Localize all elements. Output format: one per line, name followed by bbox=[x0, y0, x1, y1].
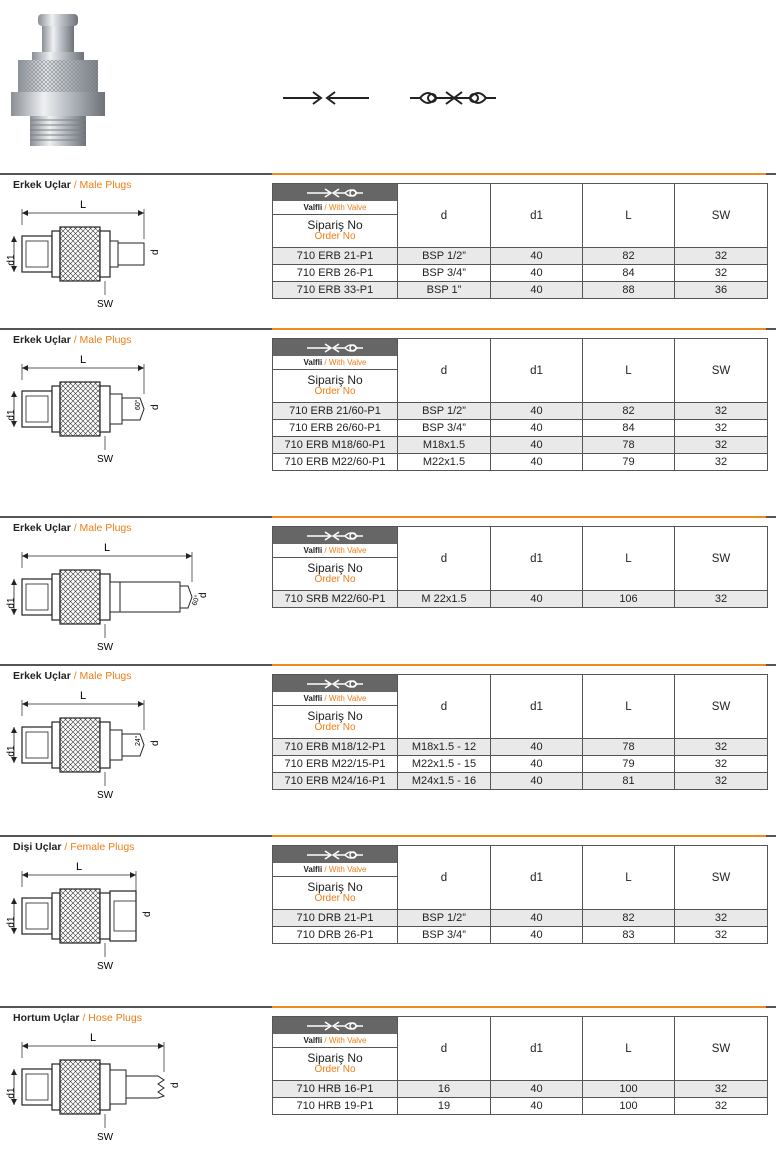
table-row bbox=[273, 437, 768, 454]
section-title-tr: Erkek Uçlar bbox=[13, 522, 71, 534]
cell-order-no: 710 ERB M22/60-P1 bbox=[273, 454, 398, 471]
col-header-d: d bbox=[398, 184, 491, 248]
cell-d: BSP 3/4” bbox=[398, 927, 491, 944]
table-row bbox=[273, 1081, 768, 1098]
order-header-cell bbox=[273, 527, 398, 591]
order-no-tr: Sipariş No bbox=[307, 880, 363, 894]
col-header-sw: SW bbox=[675, 527, 768, 591]
col-header-d: d bbox=[398, 527, 491, 591]
cell-order-no: 710 ERB 33-P1 bbox=[273, 282, 398, 299]
cell-sw: 32 bbox=[675, 756, 768, 773]
cell-d: M22x1.5 bbox=[398, 454, 491, 471]
section-title bbox=[13, 670, 132, 682]
cell-d: BSP 3/4” bbox=[398, 265, 491, 282]
valve-symbol-bar bbox=[273, 527, 397, 544]
cell-d: M 22x1.5 bbox=[398, 591, 491, 608]
section-title-en: / Hose Plugs bbox=[82, 1012, 142, 1024]
svg-text:d: d bbox=[198, 592, 209, 598]
cell-sw: 32 bbox=[675, 248, 768, 265]
order-no-tr: Sipariş No bbox=[307, 373, 363, 387]
valve-label-en: / With Valve bbox=[324, 694, 367, 703]
cell-sw: 32 bbox=[675, 454, 768, 471]
svg-text:d1: d1 bbox=[6, 1087, 17, 1099]
svg-text:d1: d1 bbox=[6, 597, 17, 609]
col-header-d1: d1 bbox=[491, 846, 583, 910]
cell-d: M18x1.5 bbox=[398, 437, 491, 454]
section-title-en: / Male Plugs bbox=[73, 179, 132, 191]
section-title-tr: Dişi Uçlar bbox=[13, 841, 62, 853]
cell-l: 78 bbox=[583, 437, 675, 454]
cell-order-no: 710 ERB M18/60-P1 bbox=[273, 437, 398, 454]
svg-text:60°: 60° bbox=[135, 399, 142, 410]
section-title-en: / Female Plugs bbox=[64, 841, 135, 853]
cell-sw: 32 bbox=[675, 773, 768, 790]
table-row bbox=[273, 910, 768, 927]
col-header-d1: d1 bbox=[491, 184, 583, 248]
svg-text:d: d bbox=[150, 740, 161, 746]
svg-text:d: d bbox=[150, 404, 161, 410]
cell-order-no: 710 SRB M22/60-P1 bbox=[273, 591, 398, 608]
valve-symbol-bar bbox=[273, 846, 397, 863]
order-no-tr: Sipariş No bbox=[307, 218, 363, 232]
cell-d: M22x1.5 - 15 bbox=[398, 756, 491, 773]
male-plug-symbol-icon bbox=[283, 86, 369, 110]
cell-d1: 40 bbox=[491, 1098, 583, 1115]
section-rule-accent bbox=[272, 328, 766, 330]
order-no-en: Order No bbox=[314, 574, 356, 585]
col-header-d1: d1 bbox=[491, 675, 583, 739]
col-header-l: L bbox=[583, 1017, 675, 1081]
cell-sw: 36 bbox=[675, 282, 768, 299]
cell-sw: 32 bbox=[675, 265, 768, 282]
section-title bbox=[13, 334, 132, 346]
svg-text:L: L bbox=[79, 199, 87, 211]
valve-coupling-symbol-icon bbox=[307, 342, 363, 354]
cell-d1: 40 bbox=[491, 282, 583, 299]
valve-label-tr: Valfli bbox=[303, 694, 323, 703]
cell-sw: 32 bbox=[675, 437, 768, 454]
valve-label-en: / With Valve bbox=[324, 358, 367, 367]
svg-text:L: L bbox=[79, 690, 87, 702]
cell-order-no: 710 ERB M18/12-P1 bbox=[273, 739, 398, 756]
cell-d1: 40 bbox=[491, 420, 583, 437]
col-header-l: L bbox=[583, 675, 675, 739]
valve-label-tr: Valfli bbox=[303, 865, 323, 874]
valve-coupling-symbol-icon bbox=[307, 849, 363, 861]
cell-sw: 32 bbox=[675, 1098, 768, 1115]
table-row bbox=[273, 420, 768, 437]
cell-d: BSP 1/2” bbox=[398, 403, 491, 420]
order-no-tr: Sipariş No bbox=[307, 1051, 363, 1065]
svg-text:d: d bbox=[142, 911, 153, 917]
order-header-cell bbox=[273, 339, 398, 403]
col-header-d1: d1 bbox=[491, 1017, 583, 1081]
svg-text:L: L bbox=[89, 1032, 97, 1044]
order-no-tr: Sipariş No bbox=[307, 561, 363, 575]
col-header-d: d bbox=[398, 846, 491, 910]
table-row bbox=[273, 454, 768, 471]
cell-d1: 40 bbox=[491, 403, 583, 420]
valve-symbol-bar bbox=[273, 184, 397, 201]
technical-drawing bbox=[8, 682, 268, 812]
svg-text:24°: 24° bbox=[135, 735, 142, 746]
table-row bbox=[273, 591, 768, 608]
valve-label bbox=[273, 1034, 397, 1048]
col-header-sw: SW bbox=[675, 846, 768, 910]
spec-table bbox=[272, 1016, 768, 1115]
svg-text:SW: SW bbox=[96, 642, 114, 653]
table-row bbox=[273, 248, 768, 265]
cell-order-no: 710 HRB 19-P1 bbox=[273, 1098, 398, 1115]
cell-d1: 40 bbox=[491, 773, 583, 790]
valve-label-en: / With Valve bbox=[324, 546, 367, 555]
valve-coupling-symbol-icon bbox=[307, 1020, 363, 1032]
svg-text:SW: SW bbox=[96, 790, 114, 801]
col-header-d: d bbox=[398, 675, 491, 739]
cell-d: M24x1.5 - 16 bbox=[398, 773, 491, 790]
valve-coupling-symbol-icon bbox=[307, 530, 363, 542]
cell-sw: 32 bbox=[675, 403, 768, 420]
cell-l: 79 bbox=[583, 756, 675, 773]
cell-l: 79 bbox=[583, 454, 675, 471]
cell-l: 81 bbox=[583, 773, 675, 790]
valve-label-tr: Valfli bbox=[303, 358, 323, 367]
svg-text:SW: SW bbox=[96, 961, 114, 972]
technical-drawing bbox=[8, 346, 268, 476]
cell-d: BSP 1/2” bbox=[398, 910, 491, 927]
spec-table bbox=[272, 526, 768, 608]
col-header-l: L bbox=[583, 339, 675, 403]
valve-coupling-symbol-icon bbox=[307, 187, 363, 199]
spec-table bbox=[272, 674, 768, 790]
technical-drawing bbox=[8, 1024, 268, 1154]
cell-l: 78 bbox=[583, 739, 675, 756]
order-no-en: Order No bbox=[314, 1064, 356, 1075]
svg-text:d1: d1 bbox=[6, 745, 17, 757]
svg-text:L: L bbox=[103, 542, 111, 554]
col-header-sw: SW bbox=[675, 1017, 768, 1081]
technical-drawing bbox=[8, 853, 268, 983]
section-title-tr: Erkek Uçlar bbox=[13, 670, 71, 682]
section-title bbox=[13, 522, 132, 534]
cell-d1: 40 bbox=[491, 739, 583, 756]
cell-l: 82 bbox=[583, 910, 675, 927]
section-rule-accent bbox=[272, 1006, 766, 1008]
cell-order-no: 710 ERB 26/60-P1 bbox=[273, 420, 398, 437]
valve-label-en: / With Valve bbox=[324, 1036, 367, 1045]
cell-d1: 40 bbox=[491, 927, 583, 944]
order-header-cell bbox=[273, 846, 398, 910]
col-header-l: L bbox=[583, 846, 675, 910]
cell-l: 82 bbox=[583, 403, 675, 420]
technical-drawing bbox=[8, 191, 268, 321]
valve-label bbox=[273, 356, 397, 370]
cell-d1: 40 bbox=[491, 591, 583, 608]
valve-symbol-bar bbox=[273, 339, 397, 356]
spec-table bbox=[272, 338, 768, 471]
order-no-en: Order No bbox=[314, 386, 356, 397]
cell-d: 19 bbox=[398, 1098, 491, 1115]
section-rule-accent bbox=[272, 173, 766, 175]
section-title bbox=[13, 179, 132, 191]
svg-text:d1: d1 bbox=[6, 409, 17, 421]
valve-label bbox=[273, 544, 397, 558]
col-header-sw: SW bbox=[675, 339, 768, 403]
valve-label-tr: Valfli bbox=[303, 546, 323, 555]
table-row bbox=[273, 1098, 768, 1115]
order-no-en: Order No bbox=[314, 893, 356, 904]
table-row bbox=[273, 739, 768, 756]
cell-order-no: 710 HRB 16-P1 bbox=[273, 1081, 398, 1098]
col-header-d: d bbox=[398, 339, 491, 403]
table-row bbox=[273, 282, 768, 299]
svg-text:SW: SW bbox=[96, 454, 114, 465]
cell-sw: 32 bbox=[675, 739, 768, 756]
svg-text:L: L bbox=[79, 354, 87, 366]
valve-label-en: / With Valve bbox=[324, 203, 367, 212]
product-photo bbox=[8, 8, 118, 168]
col-header-sw: SW bbox=[675, 675, 768, 739]
valve-label-tr: Valfli bbox=[303, 203, 323, 212]
cell-sw: 32 bbox=[675, 1081, 768, 1098]
technical-drawing bbox=[8, 534, 268, 664]
spec-table bbox=[272, 183, 768, 299]
cell-order-no: 710 ERB 26-P1 bbox=[273, 265, 398, 282]
cell-l: 82 bbox=[583, 248, 675, 265]
svg-text:SW: SW bbox=[96, 299, 114, 310]
cell-d1: 40 bbox=[491, 1081, 583, 1098]
cell-order-no: 710 ERB 21-P1 bbox=[273, 248, 398, 265]
cell-d1: 40 bbox=[491, 910, 583, 927]
col-header-d1: d1 bbox=[491, 527, 583, 591]
svg-text:d: d bbox=[150, 249, 161, 255]
table-row bbox=[273, 403, 768, 420]
section-title-tr: Hortum Uçlar bbox=[13, 1012, 80, 1024]
table-row bbox=[273, 756, 768, 773]
order-header-cell bbox=[273, 675, 398, 739]
cell-order-no: 710 ERB 21/60-P1 bbox=[273, 403, 398, 420]
cell-d1: 40 bbox=[491, 265, 583, 282]
order-header-cell bbox=[273, 184, 398, 248]
order-header-cell bbox=[273, 1017, 398, 1081]
col-header-l: L bbox=[583, 184, 675, 248]
section-rule-accent bbox=[272, 664, 766, 666]
section-title-en: / Male Plugs bbox=[73, 334, 132, 346]
table-row bbox=[273, 927, 768, 944]
cell-sw: 32 bbox=[675, 910, 768, 927]
section-title-en: / Male Plugs bbox=[73, 522, 132, 534]
section-title bbox=[13, 841, 134, 853]
order-no-en: Order No bbox=[314, 722, 356, 733]
cell-d: M18x1.5 - 12 bbox=[398, 739, 491, 756]
svg-text:L: L bbox=[75, 861, 83, 873]
valve-symbol-bar bbox=[273, 1017, 397, 1034]
cell-order-no: 710 ERB M24/16-P1 bbox=[273, 773, 398, 790]
cell-d: BSP 3/4” bbox=[398, 420, 491, 437]
cell-order-no: 710 ERB M22/15-P1 bbox=[273, 756, 398, 773]
spec-table bbox=[272, 845, 768, 944]
cell-d: BSP 1” bbox=[398, 282, 491, 299]
svg-text:60°: 60° bbox=[191, 594, 202, 607]
valve-label bbox=[273, 863, 397, 877]
cell-l: 83 bbox=[583, 927, 675, 944]
table-row bbox=[273, 265, 768, 282]
valve-coupling-symbol-icon bbox=[307, 678, 363, 690]
cell-d1: 40 bbox=[491, 756, 583, 773]
cell-l: 84 bbox=[583, 420, 675, 437]
col-header-sw: SW bbox=[675, 184, 768, 248]
svg-text:SW: SW bbox=[96, 1132, 114, 1143]
order-no-en: Order No bbox=[314, 231, 356, 242]
cell-d: 16 bbox=[398, 1081, 491, 1098]
section-title-en: / Male Plugs bbox=[73, 670, 132, 682]
cell-l: 88 bbox=[583, 282, 675, 299]
svg-text:d: d bbox=[170, 1082, 181, 1088]
cell-sw: 32 bbox=[675, 927, 768, 944]
valve-label-tr: Valfli bbox=[303, 1036, 323, 1045]
cell-l: 100 bbox=[583, 1098, 675, 1115]
valve-label bbox=[273, 201, 397, 215]
cell-d1: 40 bbox=[491, 248, 583, 265]
section-title-tr: Erkek Uçlar bbox=[13, 179, 71, 191]
cell-l: 100 bbox=[583, 1081, 675, 1098]
valve-symbol-bar bbox=[273, 675, 397, 692]
cell-d1: 40 bbox=[491, 454, 583, 471]
col-header-l: L bbox=[583, 527, 675, 591]
col-header-d1: d1 bbox=[491, 339, 583, 403]
cell-d1: 40 bbox=[491, 437, 583, 454]
valve-coupling-symbol-icon bbox=[410, 86, 496, 110]
cell-sw: 32 bbox=[675, 591, 768, 608]
order-no-tr: Sipariş No bbox=[307, 709, 363, 723]
valve-label bbox=[273, 692, 397, 706]
svg-text:d1: d1 bbox=[6, 254, 17, 266]
section-rule-accent bbox=[272, 835, 766, 837]
table-row bbox=[273, 773, 768, 790]
col-header-d: d bbox=[398, 1017, 491, 1081]
cell-l: 106 bbox=[583, 591, 675, 608]
svg-text:d1: d1 bbox=[6, 916, 17, 928]
valve-label-en: / With Valve bbox=[324, 865, 367, 874]
cell-l: 84 bbox=[583, 265, 675, 282]
section-title bbox=[13, 1012, 142, 1024]
cell-d: BSP 1/2” bbox=[398, 248, 491, 265]
cell-order-no: 710 DRB 26-P1 bbox=[273, 927, 398, 944]
section-rule-accent bbox=[272, 516, 766, 518]
cell-order-no: 710 DRB 21-P1 bbox=[273, 910, 398, 927]
section-title-tr: Erkek Uçlar bbox=[13, 334, 71, 346]
cell-sw: 32 bbox=[675, 420, 768, 437]
